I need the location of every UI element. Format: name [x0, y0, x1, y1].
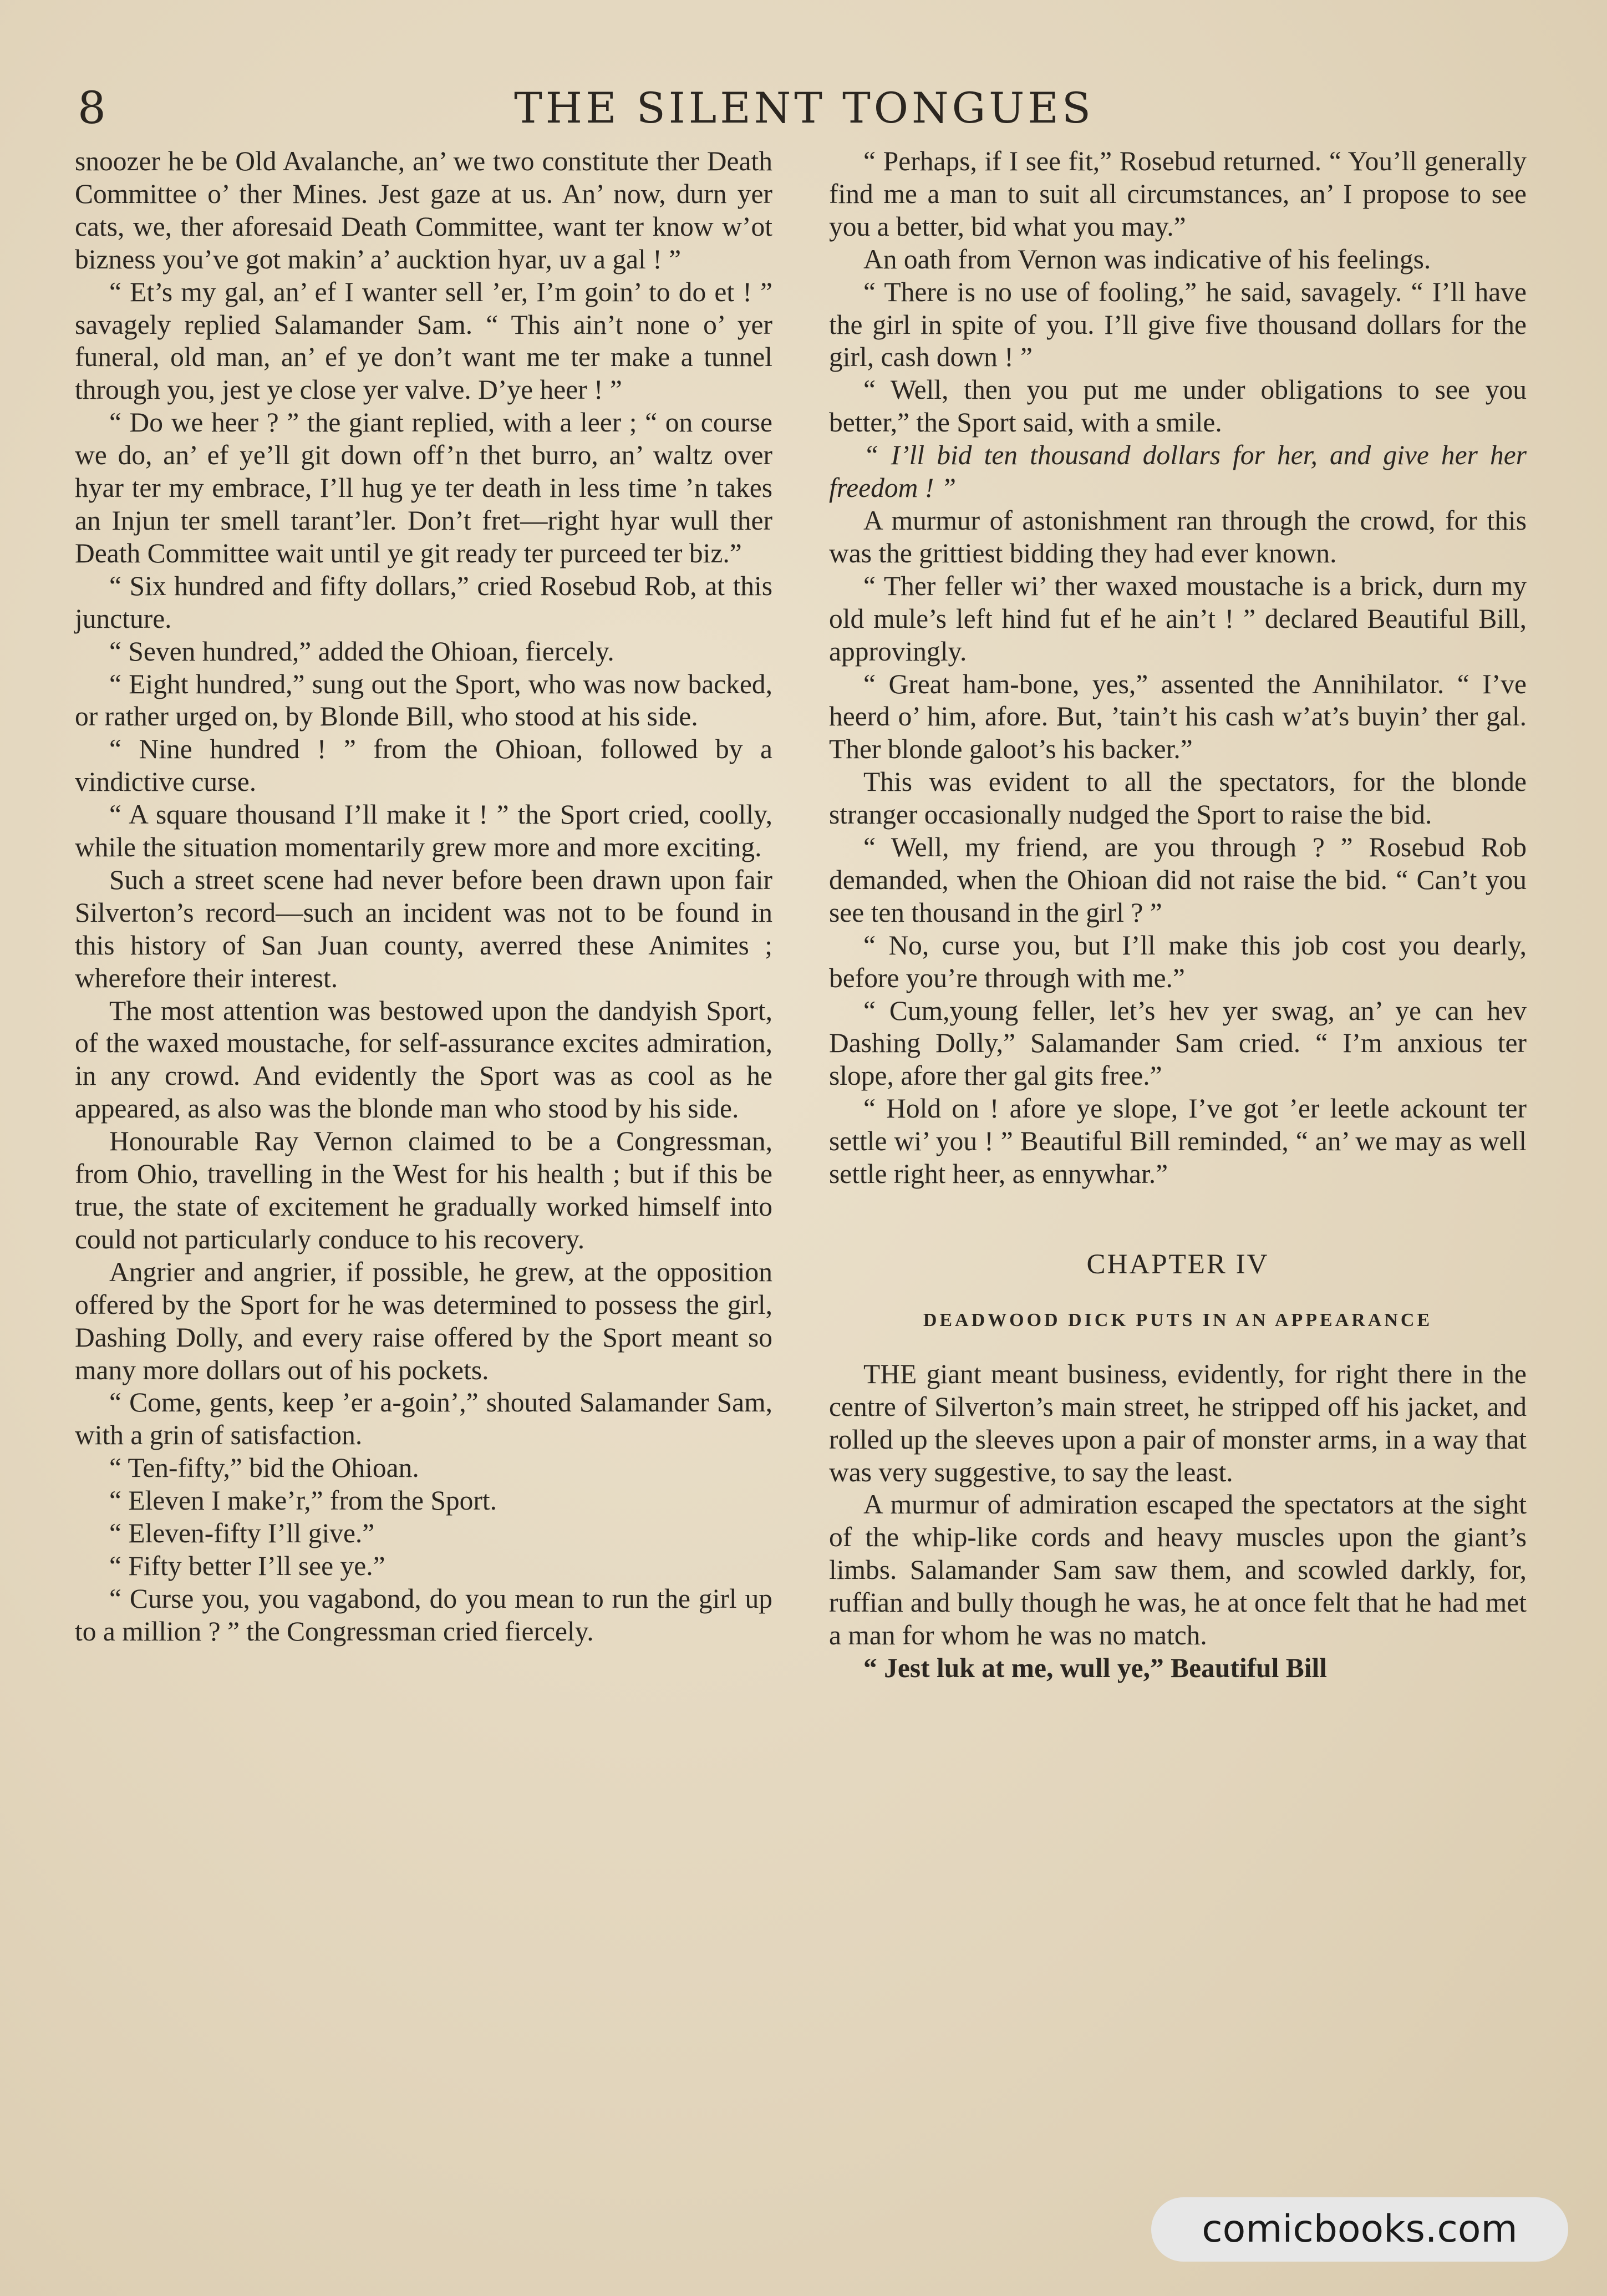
right-column — [829, 145, 1527, 1685]
paragraph: “ No, curse you, but I’ll make this job cost you dearly, before you’re through with me.” — [829, 929, 1527, 993]
paragraph: snoozer he be Old Avalanche, an’ we two constitute ther Death Committee o’ ther Mines. Jest gaze at us. An’ now, durn yer cats, we, ther aforesaid Death Committee, want ter know w’ot bizness you’ve got makin’ a’ aucktion hyar, uv a gal ! ” — [75, 146, 772, 275]
paragraph: “ There is no use of fooling,” he said, savagely. “ I’ll have the girl in spite of you. I’ll give five thousand dollars for the girl, cash down ! ” — [829, 276, 1527, 373]
paragraph: “ Hold on ! afore ye slope, I’ve got ’er leetle ackount ter settle wi’ you ! ” Beautiful Bill reminded, “ an’ we may as well settle right heer, as ennywhar.” — [829, 1093, 1527, 1190]
left-column — [75, 145, 772, 1648]
paragraph: “ Eleven I make’r,” from the Sport. — [109, 1485, 497, 1516]
paragraph: “ Fifty better I’ll see ye.” — [109, 1550, 385, 1581]
paragraph: “ Ten-fifty,” bid the Ohioan. — [109, 1452, 419, 1484]
paragraph: “ Ther feller wi’ ther waxed moustache is a brick, durn my old mule’s left hind fut ef he ain’t ! ” declared Beautiful Bill, approvingly. — [829, 570, 1527, 667]
paragraph: The most attention was bestowed upon the dandyish Sport, of the waxed moustache, for self-assurance excites admiration, in any crowd. And evidently the Sport was as cool as he appeared, as also was the blonde man who stood by his side. — [75, 995, 772, 1124]
paragraph: “ I’ll bid ten thousand dollars for her, and give her her freedom ! ” — [829, 440, 1527, 504]
page-header — [72, 80, 1536, 141]
paragraph: “ Perhaps, if I see fit,” Rosebud returned. “ You’ll generally find me a man to suit all circumstances, an’ I propose to see you a better, bid what you may.” — [829, 146, 1527, 242]
paragraph: THE giant meant business, evidently, for right there in the centre of Silverton’s main street, he stripped off his jacket, and rolled up the sleeves upon a pair of monster arms, in a way that was very suggestive, to say the least. — [829, 1358, 1527, 1487]
paragraph: “ Well, my friend, are you through ? ” Rosebud Rob demanded, when the Ohioan did not raise the bid. “ Can’t you see ten thousand in the girl ? ” — [829, 832, 1527, 928]
paragraph: “ Well, then you put me under obligations to see you better,” the Sport said, with a smile. — [829, 374, 1527, 438]
site-watermark: comicbooks.com — [1151, 2197, 1568, 2262]
paragraph: Such a street scene had never before been drawn upon fair Silverton’s record—such an incident was not to be found in this history of San Juan county, averred these Animites ; wherefore their interest. — [75, 864, 772, 993]
chapter-subtitle: DEADWOOD DICK PUTS IN AN APPEARANCE — [923, 1309, 1433, 1330]
paragraph: A murmur of astonishment ran through the crowd, for this was the grittiest bidding they had ever known. — [829, 505, 1527, 568]
paragraph: “ Cum,young feller, let’s hev yer swag, an’ ye can hev Dashing Dolly,” Salamander Sam cried. “ I’m anxious ter slope, afore ther gal gits free.” — [829, 995, 1527, 1091]
paragraph: A murmur of admiration escaped the spectators at the sight of the whip-like cords and heavy muscles upon the giant’s limbs. Salamander Sam saw them, and scowled darkly, for, ruffian and bully though he was, he at once felt that he had met a man for whom he was no match. — [829, 1489, 1527, 1651]
paragraph: “ A square thousand I’ll make it ! ” the Sport cried, coolly, while the situation momentarily grew more and more exciting. — [75, 799, 772, 863]
paragraph: “ Nine hundred ! ” from the Ohioan, followed by a vindictive curse. — [75, 734, 772, 797]
chapter-title: CHAPTER IV — [1086, 1249, 1269, 1280]
paragraph: An oath from Vernon was indicative of his feelings. — [863, 243, 1431, 275]
paragraph: “ Eight hundred,” sung out the Sport, who was now backed, or rather urged on, by Blonde Bill, who stood at his side. — [75, 668, 772, 732]
paragraph: “ Et’s my gal, an’ ef I wanter sell ’er, I’m goin’ to do et ! ” savagely replied Salamander Sam. “ This ain’t none o’ yer funeral, old man, an’ ef ye don’t want me ter make a tunnel through you, jest ye close yer valve. D’ye heer ! ” — [75, 276, 772, 405]
paragraph: Honourable Ray Vernon claimed to be a Congressman, from Ohio, travelling in the West for his health ; but if this be true, the state of excitement he gradually worked himself into could not particularly conduce to his recovery. — [75, 1126, 772, 1254]
paragraph: “ Six hundred and fifty dollars,” cried Rosebud Rob, at this juncture. — [75, 570, 772, 634]
paragraph: “ Great ham-bone, yes,” assented the Annihilator. “ I’ve heerd o’ him, afore. But, ’tain’t his cash w’at’s buyin’ ther gal. Ther blonde galoot’s his backer.” — [829, 668, 1527, 765]
paragraph: “ Curse you, you vagabond, do you mean to run the girl up to a million ? ” the Congressman cried fiercely. — [75, 1583, 772, 1647]
paragraph: “ Jest luk at me, wull ye,” Beautiful Bill — [863, 1652, 1328, 1683]
paragraph: “ Do we heer ? ” the giant replied, with a leer ; “ on course we do, an’ ef ye’ll git down off’n thet burro, an’ waltz over hyar ter my embrace, I’ll hug ye ter death in less time ’n takes an Injun ter smell tarant’ler. Don’t fret—right hyar wull ther Death Committee wait until ye git ready ter purceed ter biz.” — [75, 407, 772, 568]
paragraph: Angrier and angrier, if possible, he grew, at the opposition offered by the Sport for he was determined to possess the girl, Dashing Dolly, and every raise offered by the Sport meant so many more dollars out of his pockets. — [75, 1256, 772, 1385]
paragraph: “ Seven hundred,” added the Ohioan, fiercely. — [109, 636, 614, 667]
running-title: THE SILENT TONGUES — [514, 83, 1094, 133]
paragraph: This was evident to all the spectators, for the blonde stranger occasionally nudged the Sport to raise the bid. — [829, 766, 1527, 830]
paragraph: “ Eleven-fifty I’ll give.” — [109, 1518, 375, 1549]
page-number: 8 — [78, 82, 106, 134]
paragraph: “ Come, gents, keep ’er a-goin’,” shouted Salamander Sam, with a grin of satisfaction. — [75, 1387, 772, 1451]
